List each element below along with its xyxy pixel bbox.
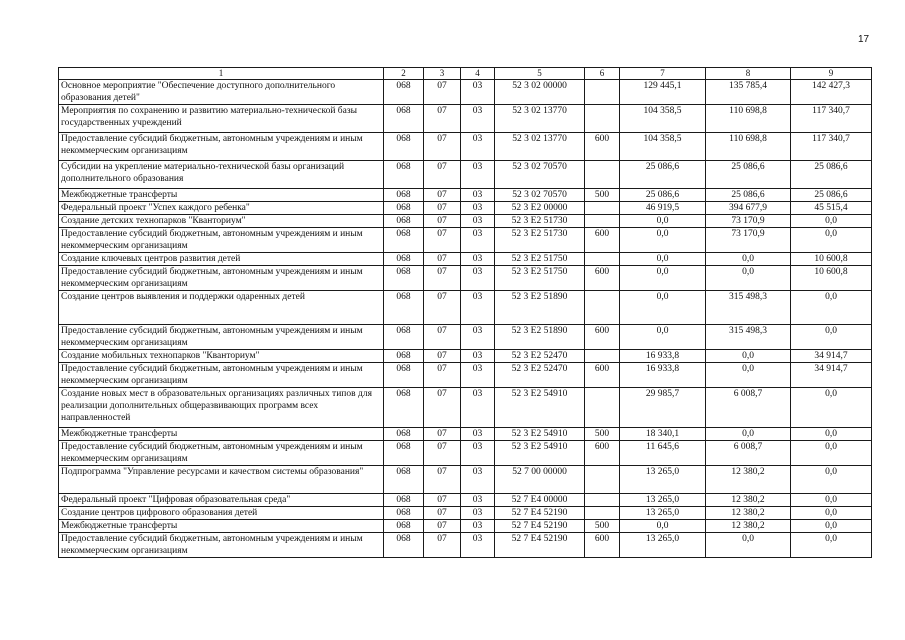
cell-subsection: 03 [461,228,495,253]
cell-amount-year-1: 0,0 [620,291,706,325]
cell-target-article: 52 3 02 70570 [495,189,585,202]
cell-section: 07 [424,466,461,494]
column-header: 1 [59,68,384,80]
table-row [59,350,872,363]
cell-expense-type [585,494,620,507]
cell-subsection: 03 [461,466,495,494]
cell-amount-year-1: 46 919,5 [620,202,706,215]
cell-amount-year-1: 0,0 [620,325,706,350]
table-row [59,363,872,388]
cell-amount-year-2: 315 498,3 [706,325,791,350]
cell-subsection: 03 [461,507,495,520]
cell-amount-year-1: 0,0 [620,520,706,533]
cell-grbs: 068 [384,494,424,507]
cell-name: Федеральный проект "Цифровая образовательная среда" [59,494,384,507]
cell-target-article: 52 7 E4 52190 [495,533,585,558]
table-row [59,189,872,202]
cell-target-article: 52 3 02 70570 [495,161,585,189]
cell-amount-year-1: 13 265,0 [620,533,706,558]
table-row [59,133,872,161]
cell-expense-type [585,80,620,105]
table-row [59,105,872,133]
cell-name: Межбюджетные трансферты [59,428,384,441]
cell-amount-year-1: 0,0 [620,228,706,253]
cell-subsection: 03 [461,105,495,133]
cell-name: Создание мобильных технопарков "Кванториум" [59,350,384,363]
table-row [59,428,872,441]
cell-grbs: 068 [384,202,424,215]
cell-amount-year-2: 73 170,9 [706,215,791,228]
cell-section: 07 [424,215,461,228]
cell-expense-type: 600 [585,325,620,350]
cell-amount-year-2: 135 785,4 [706,80,791,105]
cell-amount-year-2: 73 170,9 [706,228,791,253]
cell-target-article: 52 3 02 00000 [495,80,585,105]
cell-subsection: 03 [461,350,495,363]
cell-section: 07 [424,507,461,520]
budget-table [58,67,872,558]
cell-expense-type [585,466,620,494]
cell-section: 07 [424,325,461,350]
table-row [59,266,872,291]
table-row [59,253,872,266]
cell-target-article: 52 3 E2 52470 [495,363,585,388]
cell-amount-year-1: 0,0 [620,253,706,266]
cell-section: 07 [424,291,461,325]
cell-expense-type: 600 [585,441,620,466]
cell-amount-year-2: 0,0 [706,266,791,291]
cell-name: Предоставление субсидий бюджетным, автономным учреждениям и иным некоммерческим организациям [59,228,384,253]
cell-expense-type: 600 [585,133,620,161]
cell-amount-year-1: 29 985,7 [620,388,706,428]
cell-name: Создание детских технопарков "Кванториум" [59,215,384,228]
cell-amount-year-2: 0,0 [706,253,791,266]
cell-target-article: 52 3 E2 51890 [495,325,585,350]
cell-name: Субсидии на укрепление материально-технической базы организаций дополнительного образования [59,161,384,189]
cell-subsection: 03 [461,388,495,428]
table-row [59,325,872,350]
cell-name: Создание ключевых центров развития детей [59,253,384,266]
cell-amount-year-1: 11 645,6 [620,441,706,466]
cell-expense-type: 500 [585,189,620,202]
cell-subsection: 03 [461,133,495,161]
column-header: 5 [495,68,585,80]
cell-target-article: 52 3 E2 54910 [495,388,585,428]
column-header: 7 [620,68,706,80]
cell-amount-year-3: 0,0 [791,428,872,441]
cell-section: 07 [424,520,461,533]
cell-grbs: 068 [384,507,424,520]
cell-amount-year-1: 13 265,0 [620,466,706,494]
cell-grbs: 068 [384,266,424,291]
column-header: 4 [461,68,495,80]
cell-amount-year-1: 16 933,8 [620,350,706,363]
cell-grbs: 068 [384,105,424,133]
cell-grbs: 068 [384,533,424,558]
cell-amount-year-3: 117 340,7 [791,105,872,133]
header-row [59,68,872,80]
cell-amount-year-3: 0,0 [791,466,872,494]
cell-grbs: 068 [384,428,424,441]
cell-amount-year-2: 12 380,2 [706,520,791,533]
cell-section: 07 [424,161,461,189]
cell-amount-year-2: 110 698,8 [706,133,791,161]
cell-target-article: 52 3 E2 51730 [495,228,585,253]
cell-amount-year-3: 0,0 [791,520,872,533]
cell-target-article: 52 3 E2 51750 [495,253,585,266]
cell-subsection: 03 [461,441,495,466]
cell-amount-year-3: 0,0 [791,291,872,325]
cell-grbs: 068 [384,466,424,494]
table-row [59,388,872,428]
cell-expense-type [585,253,620,266]
cell-amount-year-3: 45 515,4 [791,202,872,215]
table-row [59,291,872,325]
cell-subsection: 03 [461,215,495,228]
cell-amount-year-1: 13 265,0 [620,507,706,520]
cell-section: 07 [424,228,461,253]
cell-amount-year-3: 10 600,8 [791,266,872,291]
cell-section: 07 [424,363,461,388]
cell-amount-year-3: 117 340,7 [791,133,872,161]
cell-section: 07 [424,428,461,441]
cell-name: Предоставление субсидий бюджетным, автономным учреждениям и иным некоммерческим организациям [59,325,384,350]
cell-name: Предоставление субсидий бюджетным, автономным учреждениям и иным некоммерческим организациям [59,133,384,161]
cell-amount-year-2: 0,0 [706,428,791,441]
cell-amount-year-3: 0,0 [791,325,872,350]
cell-amount-year-3: 25 086,6 [791,189,872,202]
cell-section: 07 [424,266,461,291]
cell-name: Мероприятия по сохранению и развитию материально-технической базы государственных учреждений [59,105,384,133]
cell-name: Межбюджетные трансферты [59,189,384,202]
cell-grbs: 068 [384,189,424,202]
cell-amount-year-2: 12 380,2 [706,494,791,507]
cell-name: Основное мероприятие "Обеспечение доступного дополнительного образования детей" [59,80,384,105]
cell-expense-type [585,350,620,363]
cell-expense-type: 600 [585,266,620,291]
cell-amount-year-3: 10 600,8 [791,253,872,266]
cell-amount-year-2: 394 677,9 [706,202,791,215]
cell-expense-type [585,291,620,325]
cell-expense-type: 500 [585,428,620,441]
cell-expense-type [585,105,620,133]
page-number: 17 [858,34,870,45]
cell-amount-year-1: 104 358,5 [620,105,706,133]
cell-amount-year-1: 25 086,6 [620,189,706,202]
table-row [59,520,872,533]
cell-name: Подпрограмма "Управление ресурсами и качеством системы образования" [59,466,384,494]
cell-amount-year-2: 6 008,7 [706,388,791,428]
cell-subsection: 03 [461,266,495,291]
cell-grbs: 068 [384,228,424,253]
cell-expense-type: 600 [585,363,620,388]
cell-section: 07 [424,189,461,202]
column-header: 3 [424,68,461,80]
cell-amount-year-2: 12 380,2 [706,466,791,494]
cell-expense-type [585,388,620,428]
cell-amount-year-1: 104 358,5 [620,133,706,161]
cell-subsection: 03 [461,363,495,388]
table-row [59,202,872,215]
cell-target-article: 52 3 E2 54910 [495,441,585,466]
cell-expense-type [585,507,620,520]
cell-target-article: 52 3 E2 54910 [495,428,585,441]
cell-subsection: 03 [461,494,495,507]
table-row [59,228,872,253]
cell-target-article: 52 3 E2 00000 [495,202,585,215]
cell-name: Федеральный проект "Успех каждого ребенка" [59,202,384,215]
cell-section: 07 [424,388,461,428]
table-body [59,80,872,558]
cell-amount-year-2: 110 698,8 [706,105,791,133]
cell-amount-year-2: 25 086,6 [706,189,791,202]
cell-amount-year-2: 0,0 [706,363,791,388]
cell-section: 07 [424,133,461,161]
table-row [59,466,872,494]
cell-grbs: 068 [384,80,424,105]
cell-amount-year-3: 0,0 [791,215,872,228]
cell-section: 07 [424,105,461,133]
cell-name: Межбюджетные трансферты [59,520,384,533]
column-header: 9 [791,68,872,80]
cell-name: Создание центров выявления и поддержки одаренных детей [59,291,384,325]
cell-amount-year-3: 0,0 [791,441,872,466]
cell-amount-year-3: 0,0 [791,533,872,558]
cell-amount-year-2: 0,0 [706,350,791,363]
table-row [59,494,872,507]
cell-target-article: 52 7 00 00000 [495,466,585,494]
cell-target-article: 52 3 02 13770 [495,133,585,161]
cell-expense-type [585,215,620,228]
cell-expense-type [585,161,620,189]
cell-grbs: 068 [384,161,424,189]
table-row [59,161,872,189]
cell-grbs: 068 [384,350,424,363]
cell-section: 07 [424,533,461,558]
cell-subsection: 03 [461,202,495,215]
cell-target-article: 52 7 E4 52190 [495,507,585,520]
table-row [59,441,872,466]
cell-amount-year-3: 0,0 [791,494,872,507]
table-row [59,215,872,228]
cell-subsection: 03 [461,291,495,325]
cell-amount-year-3: 34 914,7 [791,363,872,388]
cell-target-article: 52 7 E4 52190 [495,520,585,533]
cell-target-article: 52 3 E2 52470 [495,350,585,363]
cell-section: 07 [424,350,461,363]
cell-subsection: 03 [461,533,495,558]
cell-amount-year-2: 6 008,7 [706,441,791,466]
cell-name: Предоставление субсидий бюджетным, автономным учреждениям и иным некоммерческим организациям [59,441,384,466]
cell-subsection: 03 [461,325,495,350]
cell-target-article: 52 7 E4 00000 [495,494,585,507]
cell-subsection: 03 [461,428,495,441]
cell-grbs: 068 [384,253,424,266]
cell-amount-year-1: 18 340,1 [620,428,706,441]
cell-amount-year-3: 0,0 [791,228,872,253]
cell-amount-year-2: 315 498,3 [706,291,791,325]
cell-section: 07 [424,202,461,215]
cell-section: 07 [424,80,461,105]
cell-amount-year-2: 0,0 [706,533,791,558]
cell-target-article: 52 3 02 13770 [495,105,585,133]
cell-amount-year-1: 13 265,0 [620,494,706,507]
cell-amount-year-1: 25 086,6 [620,161,706,189]
cell-amount-year-2: 25 086,6 [706,161,791,189]
cell-amount-year-1: 129 445,1 [620,80,706,105]
cell-target-article: 52 3 E2 51890 [495,291,585,325]
column-header: 2 [384,68,424,80]
cell-grbs: 068 [384,441,424,466]
cell-name: Предоставление субсидий бюджетным, автономным учреждениям и иным некоммерческим организациям [59,266,384,291]
cell-grbs: 068 [384,388,424,428]
cell-amount-year-3: 0,0 [791,507,872,520]
cell-target-article: 52 3 E2 51730 [495,215,585,228]
cell-expense-type [585,202,620,215]
cell-grbs: 068 [384,520,424,533]
cell-grbs: 068 [384,363,424,388]
table-row [59,80,872,105]
cell-subsection: 03 [461,80,495,105]
cell-amount-year-3: 142 427,3 [791,80,872,105]
cell-grbs: 068 [384,215,424,228]
cell-grbs: 068 [384,133,424,161]
column-header: 8 [706,68,791,80]
cell-amount-year-1: 16 933,8 [620,363,706,388]
cell-amount-year-2: 12 380,2 [706,507,791,520]
cell-grbs: 068 [384,325,424,350]
cell-section: 07 [424,441,461,466]
cell-subsection: 03 [461,253,495,266]
cell-amount-year-3: 25 086,6 [791,161,872,189]
column-header: 6 [585,68,620,80]
cell-name: Создание центров цифрового образования детей [59,507,384,520]
cell-name: Предоставление субсидий бюджетным, автономным учреждениям и иным некоммерческим организациям [59,363,384,388]
cell-expense-type: 600 [585,533,620,558]
cell-expense-type: 600 [585,228,620,253]
cell-expense-type: 500 [585,520,620,533]
cell-subsection: 03 [461,189,495,202]
cell-target-article: 52 3 E2 51750 [495,266,585,291]
cell-section: 07 [424,253,461,266]
cell-amount-year-3: 0,0 [791,388,872,428]
table-row [59,533,872,558]
table-row [59,507,872,520]
cell-name: Предоставление субсидий бюджетным, автономным учреждениям и иным некоммерческим организациям [59,533,384,558]
cell-subsection: 03 [461,161,495,189]
cell-amount-year-1: 0,0 [620,215,706,228]
cell-amount-year-1: 0,0 [620,266,706,291]
cell-subsection: 03 [461,520,495,533]
cell-amount-year-3: 34 914,7 [791,350,872,363]
cell-section: 07 [424,494,461,507]
cell-grbs: 068 [384,291,424,325]
cell-name: Создание новых мест в образовательных организациях различных типов для реализации дополнительных общеразвивающих программ всех направленностей [59,388,384,428]
